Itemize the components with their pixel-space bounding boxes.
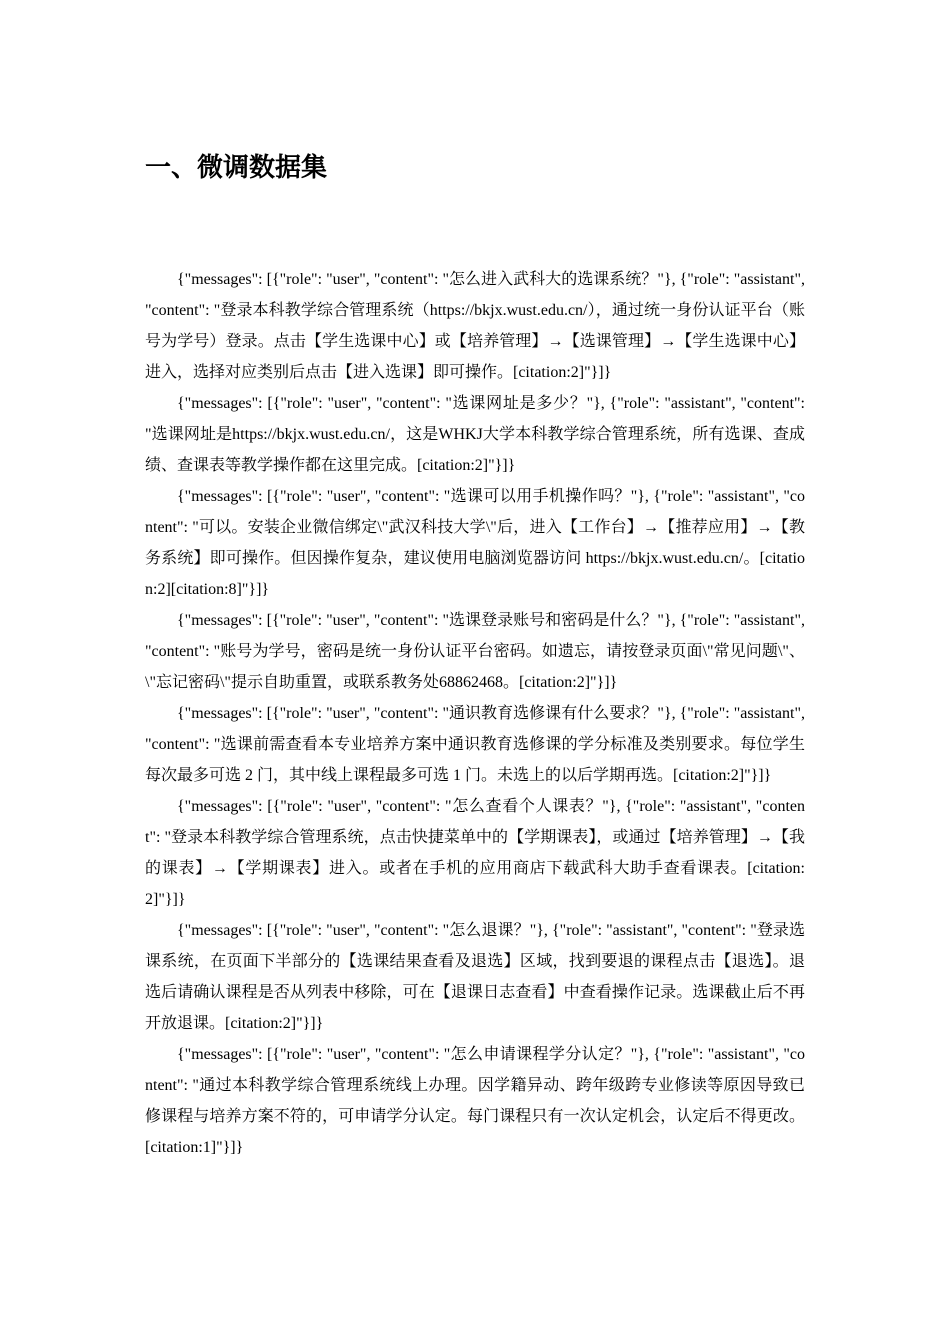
dataset-entry-5: {"messages": [{"role": "user", "content": "通识教育选修课有什么要求？"}, {"role": "assistant", "content": "选课前需查看本专业培养方案中通识教育选修课的学分标准及类别要求。每位学生每次最多可选 2 门，其中线上课程最多可选 1 门。未选上的以后学期再选。[citation:2]"}]} (145, 705, 805, 784)
dataset-entry-4: {"messages": [{"role": "user", "content": "选课登录账号和密码是什么？"}, {"role": "assistant", "content": "账号为学号，密码是统一身份认证平台密码。如遗忘，请按登录页面\"常见问题\"、\"忘记密码\"提示自助重置，或联系教务处68862468。[citation:2]"}]} (145, 612, 805, 691)
document-body (145, 264, 805, 1163)
section-heading: 一、微调数据集 (145, 153, 328, 183)
dataset-entry-3: {"messages": [{"role": "user", "content": "选课可以用手机操作吗？"}, {"role": "assistant", "content": "可以。安装企业微信绑定\"武汉科技大学\"后，进入【工作台】→【推荐应用】→【教务系统】即可操作。但因操作复杂，建议使用电脑浏览器访问 https://bkjx.wust.edu.cn/。[citation:2][citation:8]"}]} (145, 488, 805, 598)
dataset-entry-8: {"messages": [{"role": "user", "content": "怎么申请课程学分认定？"}, {"role": "assistant", "content": "通过本科教学综合管理系统线上办理。因学籍异动、跨年级跨专业修读等原因导致已修课程与培养方案不符的，可申请学分认定。每门课程只有一次认定机会，认定后不得更改。[citation:1]"}]} (145, 1046, 805, 1156)
dataset-entry-6: {"messages": [{"role": "user", "content": "怎么查看个人课表？"}, {"role": "assistant", "content": "登录本科教学综合管理系统，点击快捷菜单中的【学期课表】，或通过【培养管理】→【我的课表】→【学期课表】进入。或者在手机的应用商店下载武科大助手查看课表。[citation:2]"}]} (145, 798, 805, 908)
dataset-entry-2: {"messages": [{"role": "user", "content": "选课网址是多少？"}, {"role": "assistant", "content": "选课网址是https://bkjx.wust.edu.cn/，这是WHKJ大学本科教学综合管理系统，所有选课、查成绩、查课表等教学操作都在这里完成。[citation:2]"}]} (145, 395, 805, 474)
dataset-entry-1: {"messages": [{"role": "user", "content": "怎么进入武科大的选课系统？"}, {"role": "assistant", "content": "登录本科教学综合管理系统（https://bkjx.wust.edu.cn/），通过统一身份认证平台（账号为学号）登录。点击【学生选课中心】或【培养管理】→【选课管理】→【学生选课中心】进入，选择对应类别后点击【进入选课】即可操作。[citation:2]"}]} (145, 271, 805, 381)
dataset-entry-7: {"messages": [{"role": "user", "content": "怎么退课？"}, {"role": "assistant", "content": "登录选课系统，在页面下半部分的【选课结果查看及退选】区域，找到要退的课程点击【退选】。退选后请确认课程是否从列表中移除，可在【退课日志查看】中查看操作记录。选课截止后不再开放退课。[citation:2]"}]} (145, 922, 805, 1032)
